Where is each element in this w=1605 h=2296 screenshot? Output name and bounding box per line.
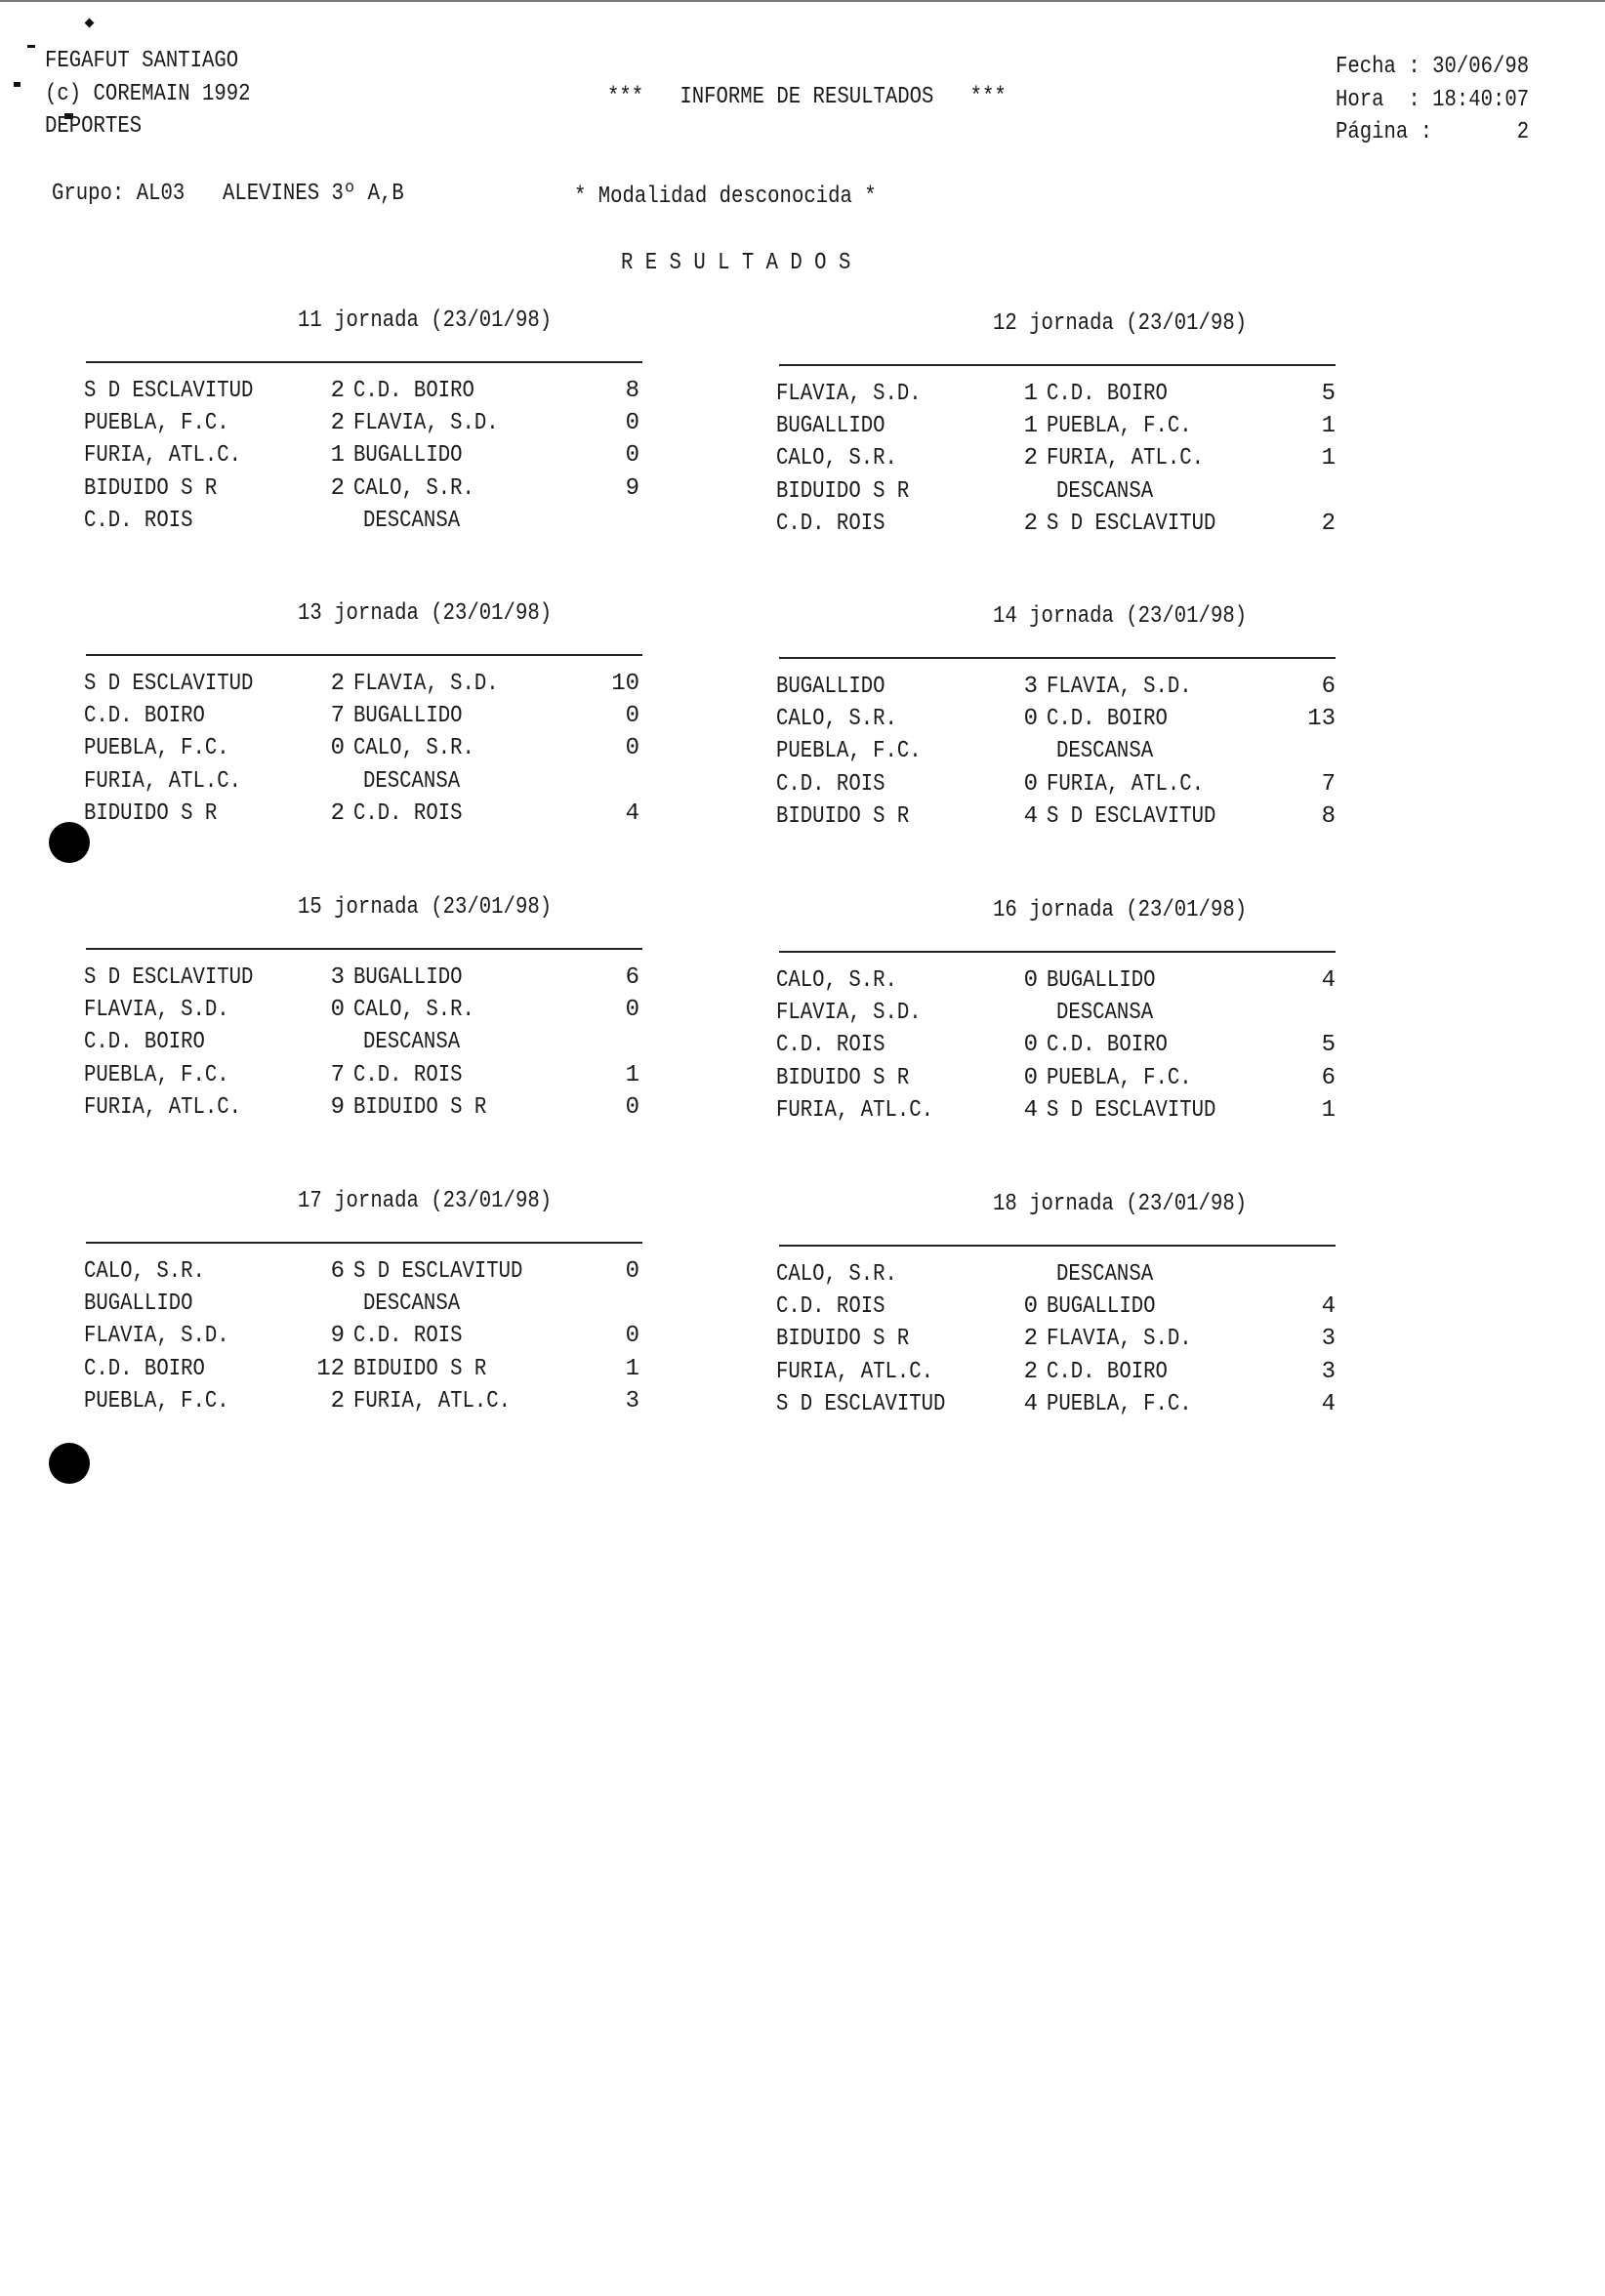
away-team: PUEBLA, F.C. [1047, 1064, 1192, 1091]
jornada-title: 18 jornada (23/01/98) [993, 1191, 1248, 1217]
away-team: C.D. BOIRO [1047, 706, 1168, 733]
away-score: 5 [1321, 1032, 1336, 1059]
home-team: FURIA, ATL.C. [84, 767, 242, 795]
punch-hole [49, 1443, 90, 1484]
home-score: 0 [1023, 706, 1038, 733]
away-score: 8 [625, 378, 639, 404]
away-score: 13 [1307, 706, 1336, 733]
group-code: Grupo: AL03 [52, 181, 185, 207]
home-score: 9 [330, 1323, 345, 1350]
section-title: R E S U L T A D O S [621, 250, 851, 276]
away-score: 4 [1321, 967, 1336, 994]
home-team: CALO, S.R. [776, 445, 897, 472]
jornada-title: 17 jornada (23/01/98) [298, 1188, 553, 1214]
away-team: BIDUIDO S R [353, 1093, 487, 1121]
away-score: 0 [625, 1323, 639, 1350]
home-team: BUGALLIDO [84, 1291, 193, 1318]
away-score: 9 [625, 474, 639, 502]
scan-mark [14, 82, 21, 87]
rest-label: DESCANSA [363, 1029, 461, 1056]
department-name: DEPORTES [45, 113, 143, 140]
away-team: S D ESCLAVITUD [353, 1258, 523, 1285]
home-score: 0 [1023, 770, 1038, 798]
home-team: BIDUIDO S R [776, 1064, 910, 1091]
jornada-rule [779, 364, 1336, 366]
home-team: PUEBLA, F.C. [776, 738, 922, 765]
home-team: S D ESCLAVITUD [776, 1390, 946, 1417]
away-team: FLAVIA, S.D. [353, 410, 499, 437]
modality-note: * Modalidad desconocida * [574, 184, 877, 210]
home-team: C.D. ROIS [776, 770, 885, 798]
home-score: 2 [1023, 445, 1038, 472]
away-score: 6 [1321, 1064, 1336, 1091]
home-team: BIDUIDO S R [776, 1326, 910, 1353]
jornada-rule [779, 951, 1336, 953]
away-score: 4 [1321, 1293, 1336, 1321]
away-team: FLAVIA, S.D. [353, 671, 499, 697]
home-team: FURIA, ATL.C. [84, 1093, 242, 1121]
page-number: Página : 2 [1336, 119, 1530, 145]
jornada-rule [86, 948, 642, 950]
home-score: 1 [1023, 381, 1038, 407]
away-team: FURIA, ATL.C. [353, 1387, 512, 1414]
away-team: CALO, S.R. [353, 735, 474, 762]
home-score: 12 [316, 1355, 345, 1382]
home-team: BIDUIDO S R [776, 802, 910, 830]
home-score: 4 [1023, 802, 1038, 830]
away-score: 3 [1321, 1326, 1336, 1353]
report-date: Fecha : 30/06/98 [1336, 54, 1530, 80]
home-team: FLAVIA, S.D. [776, 381, 922, 407]
away-score: 0 [625, 1093, 639, 1121]
away-score: 0 [625, 410, 639, 437]
scan-mark [27, 45, 35, 48]
home-score: 0 [1023, 1064, 1038, 1091]
away-team: BUGALLIDO [353, 703, 463, 730]
away-team: FURIA, ATL.C. [1047, 770, 1205, 798]
home-team: BUGALLIDO [776, 674, 885, 700]
away-score: 1 [1321, 1096, 1336, 1124]
home-team: PUEBLA, F.C. [84, 1387, 229, 1414]
away-team: S D ESCLAVITUD [1047, 802, 1216, 830]
home-score: 9 [330, 1093, 345, 1121]
away-score: 1 [625, 1355, 639, 1382]
away-team: BUGALLIDO [353, 964, 463, 991]
away-team: FURIA, ATL.C. [1047, 445, 1205, 472]
away-score: 7 [1321, 770, 1336, 798]
home-team: FURIA, ATL.C. [776, 1358, 934, 1385]
rest-label: DESCANSA [1056, 1261, 1154, 1288]
home-team: S D ESCLAVITUD [84, 671, 254, 697]
away-team: BIDUIDO S R [353, 1355, 487, 1382]
home-score: 2 [1023, 1358, 1038, 1385]
away-team: BUGALLIDO [1047, 1293, 1156, 1321]
scan-top-edge [0, 0, 1605, 2]
home-score: 0 [330, 997, 345, 1024]
report-title: *** INFORME DE RESULTADOS *** [607, 84, 1007, 110]
home-team: BIDUIDO S R [776, 477, 910, 505]
home-score: 0 [1023, 1293, 1038, 1321]
away-score: 0 [625, 735, 639, 762]
home-team: FURIA, ATL.C. [84, 442, 242, 470]
away-score: 0 [625, 1258, 639, 1285]
rest-label: DESCANSA [1056, 1000, 1154, 1027]
home-team: C.D. ROIS [84, 507, 193, 534]
home-team: FLAVIA, S.D. [84, 997, 229, 1024]
jornada-rule [86, 1242, 642, 1244]
report-time: Hora : 18:40:07 [1336, 87, 1530, 113]
jornada-rule [779, 657, 1336, 659]
jornada-rule [779, 1245, 1336, 1247]
home-score: 3 [1023, 674, 1038, 700]
home-team: S D ESCLAVITUD [84, 964, 254, 991]
away-score: 10 [611, 671, 639, 697]
away-team: PUEBLA, F.C. [1047, 413, 1192, 440]
away-score: 0 [625, 997, 639, 1024]
rest-label: DESCANSA [1056, 477, 1154, 505]
home-score: 2 [330, 474, 345, 502]
home-team: BIDUIDO S R [84, 474, 218, 502]
jornada-title: 15 jornada (23/01/98) [298, 894, 553, 921]
away-team: CALO, S.R. [353, 997, 474, 1024]
home-team: FURIA, ATL.C. [776, 1096, 934, 1124]
away-team: CALO, S.R. [353, 474, 474, 502]
rest-label: DESCANSA [1056, 738, 1154, 765]
away-score: 5 [1321, 381, 1336, 407]
org-name: FEGAFUT SANTIAGO [45, 48, 239, 74]
group-category: ALEVINES 3º A,B [223, 181, 404, 207]
home-team: C.D. ROIS [776, 1032, 885, 1059]
away-team: C.D. ROIS [353, 1323, 463, 1350]
home-score: 3 [330, 964, 345, 991]
jornada-title: 12 jornada (23/01/98) [993, 310, 1248, 337]
home-score: 7 [330, 703, 345, 730]
away-score: 4 [1321, 1390, 1336, 1417]
home-team: C.D. BOIRO [84, 1029, 205, 1056]
home-team: CALO, S.R. [776, 967, 897, 994]
home-score: 2 [1023, 510, 1038, 537]
home-team: C.D. BOIRO [84, 703, 205, 730]
home-score: 2 [330, 1387, 345, 1414]
home-team: BUGALLIDO [776, 413, 885, 440]
away-score: 4 [625, 800, 639, 827]
jornada-title: 16 jornada (23/01/98) [993, 897, 1248, 923]
scan-mark [85, 19, 95, 28]
jornada-title: 14 jornada (23/01/98) [993, 603, 1248, 630]
home-team: FLAVIA, S.D. [776, 1000, 922, 1027]
jornada-title: 13 jornada (23/01/98) [298, 600, 553, 627]
home-team: CALO, S.R. [776, 706, 897, 733]
home-score: 0 [330, 735, 345, 762]
away-score: 0 [625, 442, 639, 470]
home-score: 0 [1023, 967, 1038, 994]
away-score: 1 [625, 1061, 639, 1088]
away-score: 3 [1321, 1358, 1336, 1385]
home-score: 4 [1023, 1390, 1038, 1417]
home-score: 0 [1023, 1032, 1038, 1059]
away-team: PUEBLA, F.C. [1047, 1390, 1192, 1417]
copyright-line: (c) COREMAIN 1992 [45, 81, 251, 107]
home-team: PUEBLA, F.C. [84, 1061, 229, 1088]
home-score: 7 [330, 1061, 345, 1088]
away-score: 6 [1321, 674, 1336, 700]
home-team: PUEBLA, F.C. [84, 410, 229, 437]
away-team: S D ESCLAVITUD [1047, 510, 1216, 537]
home-team: S D ESCLAVITUD [84, 378, 254, 404]
home-score: 2 [1023, 1326, 1038, 1353]
away-team: BUGALLIDO [353, 442, 463, 470]
away-score: 2 [1321, 510, 1336, 537]
home-score: 6 [330, 1258, 345, 1285]
away-team: C.D. BOIRO [353, 378, 474, 404]
home-score: 2 [330, 410, 345, 437]
away-score: 8 [1321, 802, 1336, 830]
away-team: C.D. BOIRO [1047, 381, 1168, 407]
away-team: C.D. BOIRO [1047, 1358, 1168, 1385]
away-team: FLAVIA, S.D. [1047, 674, 1192, 700]
away-score: 0 [625, 703, 639, 730]
home-team: PUEBLA, F.C. [84, 735, 229, 762]
home-score: 2 [330, 378, 345, 404]
jornada-title: 11 jornada (23/01/98) [298, 308, 553, 334]
home-score: 1 [330, 442, 345, 470]
home-team: C.D. BOIRO [84, 1355, 205, 1382]
away-score: 6 [625, 964, 639, 991]
away-team: C.D. ROIS [353, 800, 463, 827]
home-score: 2 [330, 671, 345, 697]
away-team: BUGALLIDO [1047, 967, 1156, 994]
rest-label: DESCANSA [363, 767, 461, 795]
jornada-rule [86, 654, 642, 656]
away-team: C.D. BOIRO [1047, 1032, 1168, 1059]
home-team: BIDUIDO S R [84, 800, 218, 827]
away-team: FLAVIA, S.D. [1047, 1326, 1192, 1353]
away-score: 1 [1321, 413, 1336, 440]
home-team: C.D. ROIS [776, 510, 885, 537]
rest-label: DESCANSA [363, 507, 461, 534]
home-team: CALO, S.R. [84, 1258, 205, 1285]
away-team: C.D. ROIS [353, 1061, 463, 1088]
home-score: 4 [1023, 1096, 1038, 1124]
away-team: S D ESCLAVITUD [1047, 1096, 1216, 1124]
rest-label: DESCANSA [363, 1291, 461, 1318]
jornada-rule [86, 361, 642, 363]
home-score: 2 [330, 800, 345, 827]
home-team: C.D. ROIS [776, 1293, 885, 1321]
away-score: 3 [625, 1387, 639, 1414]
home-team: CALO, S.R. [776, 1261, 897, 1288]
away-score: 1 [1321, 445, 1336, 472]
home-team: FLAVIA, S.D. [84, 1323, 229, 1350]
home-score: 1 [1023, 413, 1038, 440]
